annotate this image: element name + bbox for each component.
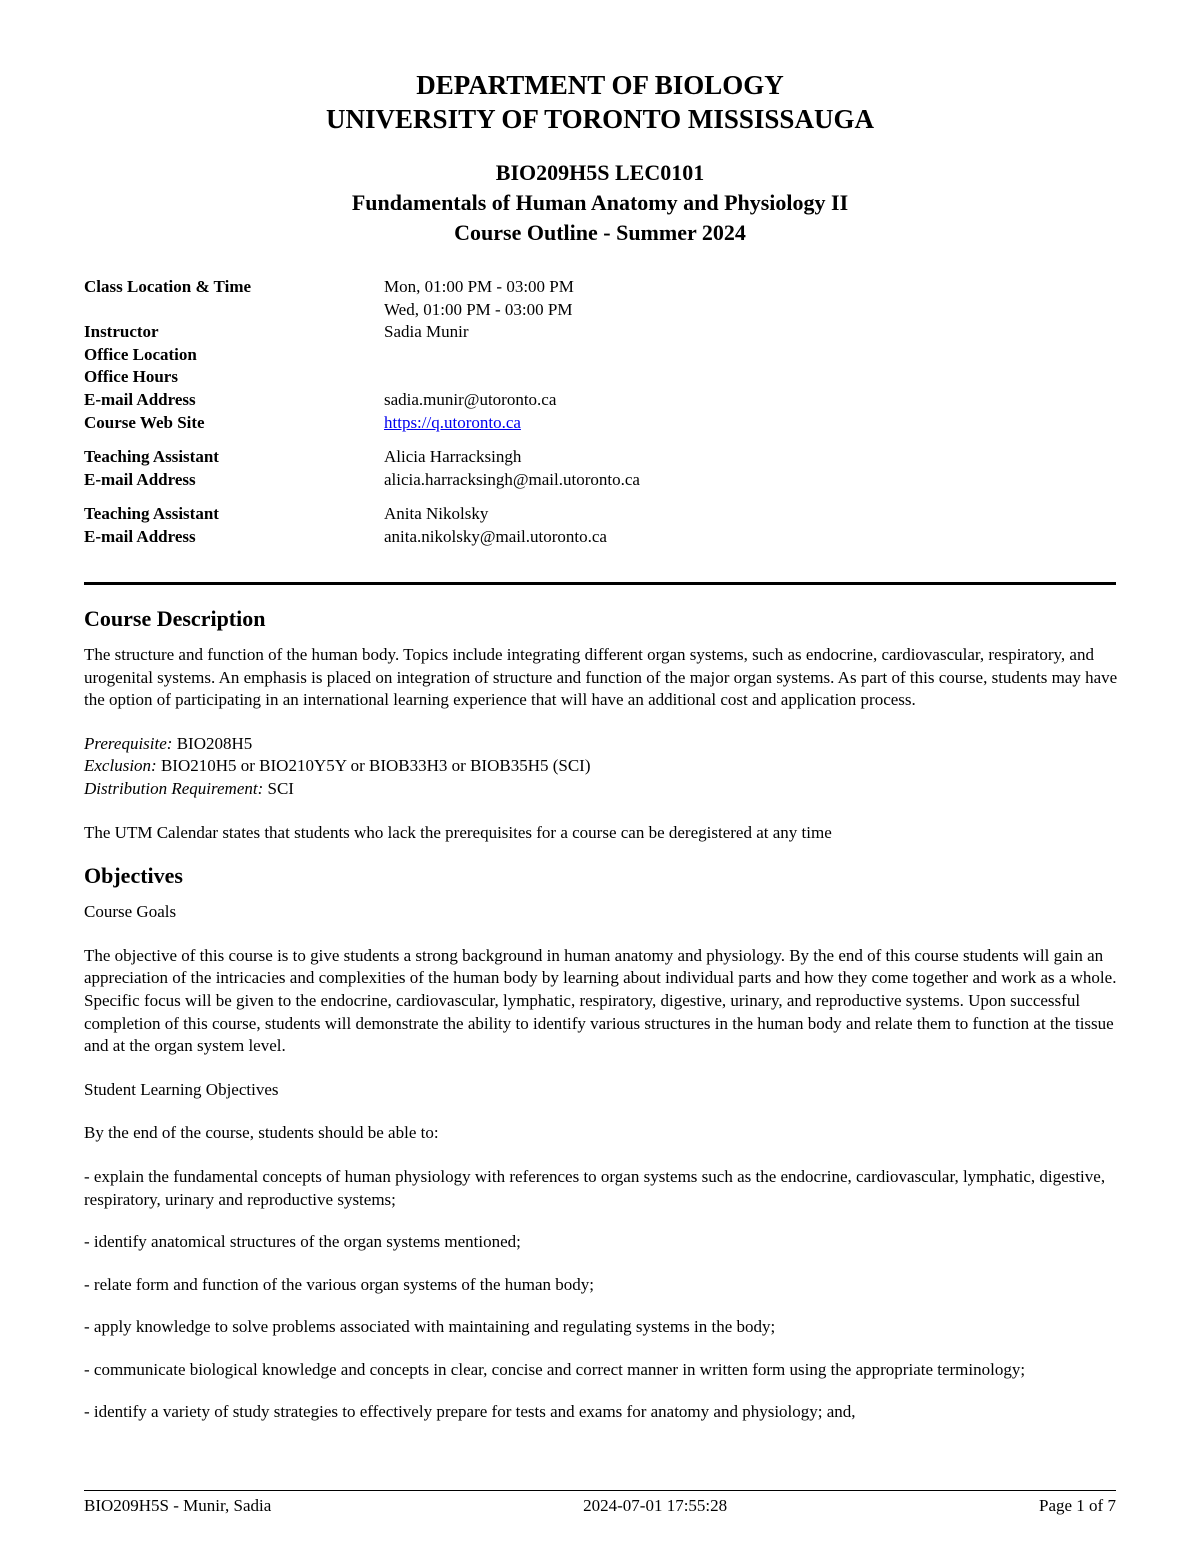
- distribution-label: Distribution Requirement:: [84, 778, 264, 798]
- class-time-2: Wed, 01:00 PM - 03:00 PM: [384, 299, 573, 319]
- website-label: Course Web Site: [84, 412, 205, 432]
- ta2-email: anita.nikolsky@mail.utoronto.ca: [384, 526, 607, 546]
- outline-title: Course Outline - Summer 2024: [454, 220, 746, 245]
- list-item: - identify a variety of study strategies to effectively prepare for tests and exams for anatomy and physiology; and,: [84, 1402, 856, 1422]
- course-goals-label: Course Goals: [84, 902, 177, 922]
- university-title: UNIVERSITY OF TORONTO MISSISSAUGA: [326, 104, 874, 134]
- distribution-value: SCI: [263, 778, 294, 798]
- ta2-name: Anita Nikolsky: [384, 504, 489, 524]
- instructor-label: Instructor: [84, 322, 159, 342]
- ta2-email-label: E-mail Address: [84, 526, 196, 546]
- page-footer: [84, 1496, 1116, 1516]
- footer-divider: [84, 1490, 1116, 1491]
- course-goals-text: The objective of this course is to give students a strong background in human anatomy and physiology. By the end of this course students will gain an appreciation of the intricacies and complexities of the human body by learning about individual parts and how they come together and work as a whole. Specific focus will be given to the endocrine, cardiovascular, lymphatic, respiratory, digestive, urinary, and reproductive systems. Upon successful completion of this course, students will demonstrate the ability to identify various structures in the human body and relate them to function at the tissue and at the organ system level.: [84, 945, 1117, 1056]
- course-code: BIO209H5S LEC0101: [495, 160, 705, 185]
- ta1-email-label: E-mail Address: [84, 469, 196, 489]
- course-description-heading: Course Description: [84, 606, 266, 631]
- document-header: [0, 68, 1200, 248]
- footer-timestamp: 2024-07-01 17:55:28: [583, 1496, 728, 1515]
- list-item: - relate form and function of the various organ systems of the human body;: [84, 1274, 595, 1294]
- course-info-table: [84, 276, 640, 549]
- ta2-label: Teaching Assistant: [84, 504, 219, 524]
- ta1-name: Alicia Harracksingh: [384, 447, 522, 467]
- course-description-text: The structure and function of the human body. Topics include integrating different organ systems, such as endocrine, cardiovascular, respiratory, and urogenital systems. An emphasis is placed on integration of structure and function of the major organ systems. As part of this course, students may have the option of participating in an international learning experience that will have an additional cost and application process.: [84, 645, 1118, 710]
- department-title: DEPARTMENT OF BIOLOGY: [416, 70, 784, 100]
- prerequisite-value: BIO208H5: [172, 733, 253, 753]
- footer-course: BIO209H5S - Munir, Sadia: [84, 1496, 272, 1515]
- class-time-label: Class Location & Time: [84, 277, 252, 296]
- ta1-label: Teaching Assistant: [84, 447, 219, 467]
- course-title: Fundamentals of Human Anatomy and Physiology II: [351, 190, 849, 215]
- objectives-heading: Objectives: [84, 863, 183, 889]
- prerequisite-label: Prerequisite:: [84, 733, 173, 753]
- ta1-email: alicia.harracksingh@mail.utoronto.ca: [384, 469, 640, 489]
- email-label: E-mail Address: [84, 389, 196, 409]
- class-time-1: Mon, 01:00 PM - 03:00 PM: [384, 277, 574, 296]
- slo-label: Student Learning Objectives: [84, 1079, 279, 1099]
- requirements-block: [84, 733, 1124, 801]
- list-item: - apply knowledge to solve problems associated with maintaining and regulating systems in the body;: [84, 1317, 776, 1337]
- objectives-list: [84, 1166, 1124, 1424]
- calendar-note: The UTM Calendar states that students who lack the prerequisites for a course can be deregistered at any time: [84, 822, 832, 842]
- course-website-link[interactable]: https://q.utoronto.ca: [384, 412, 521, 432]
- list-item: - explain the fundamental concepts of human physiology with references to organ systems such as the endocrine, cardiovascular, lymphatic, digestive, respiratory, urinary and reproductive systems;: [84, 1166, 1106, 1209]
- exclusion-label: Exclusion:: [84, 756, 157, 776]
- exclusion-value: BIO210H5 or BIO210Y5Y or BIOB33H3 or BIOB35H5 (SCI): [156, 756, 591, 776]
- footer-page-number: Page 1 of 7: [1039, 1496, 1116, 1515]
- instructor-name: Sadia Munir: [384, 322, 469, 342]
- main-content: [84, 604, 1124, 1444]
- list-item: - communicate biological knowledge and concepts in clear, concise and correct manner in written form using the appropriate terminology;: [84, 1359, 1026, 1379]
- office-hours-label: Office Hours: [84, 367, 178, 387]
- office-location-label: Office Location: [84, 344, 197, 364]
- header-divider: [84, 582, 1116, 585]
- slo-intro: By the end of the course, students should be able to:: [84, 1123, 439, 1143]
- list-item: - identify anatomical structures of the organ systems mentioned;: [84, 1232, 521, 1252]
- instructor-email: sadia.munir@utoronto.ca: [384, 389, 557, 409]
